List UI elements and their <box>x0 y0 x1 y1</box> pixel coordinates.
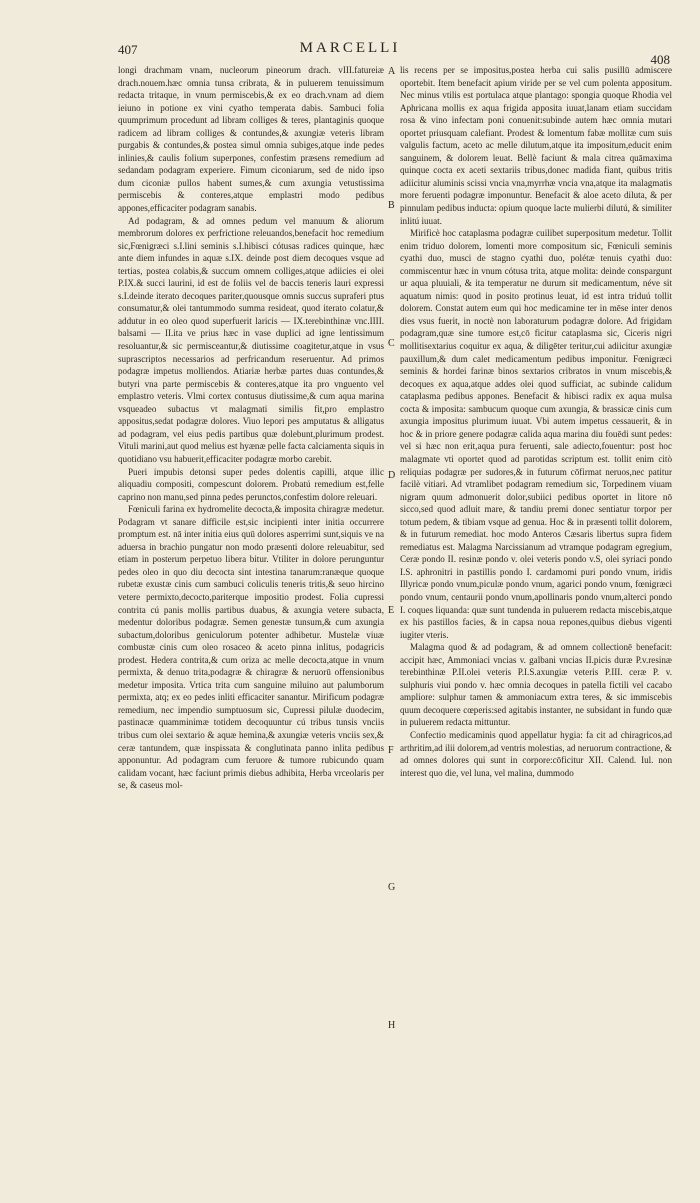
margin-letter: D <box>388 470 396 481</box>
column-gutter <box>392 62 393 1082</box>
margin-letter: G <box>388 882 396 893</box>
margin-letter: F <box>388 745 394 756</box>
left-page-number: 407 <box>118 42 138 57</box>
right-page-number: 408 <box>650 52 670 67</box>
paragraph: Malagma quod & ad podagram, & ad omnem collectionē benefacit: accipit hæc, Ammoniaci vncias v. galbani vncias II.picis duræ P.v.resinæ terebinthinæ P.II.olei veteris P.I.S.axungiæ veteris P.III. ceræ P. v. sulphuris viui pondo v. hæc omnia decoques in patella fictili vel cacabo ampliore: sulphur tamen & ammoniacum extra teres, & sic immiscebis quum decoquere cœperis:sed agitabis instanter, ne subsidant in fundo quæ in puluerem redacta mittuntur. <box>400 642 672 728</box>
right-text-column <box>400 64 672 779</box>
margin-letter: A <box>388 66 396 77</box>
paragraph: Confectio medicaminis quod appellatur hygia: fa cit ad chiragricos,ad arthritim,ad ilii dolorem,ad ventris molestias, ad neruorum contractione, & ad omnes dolores qui sunt in corpore:cōficitur XII. Calend. Iul. non interest quo die, vel luna, vel malina, dummodo <box>400 729 672 778</box>
margin-letter: H <box>388 1020 396 1031</box>
paragraph: Ad podagram, & ad omnes pedum vel manuum & aliorum membrorum dolores ex perfrictione releuandos,benefacit hoc remedium sic,Fœnigræci s.I.lini seminis s.I.hibisci cótusas radices quinque, hæc ante diem infundes in aquæ s.IX. deinde post diem decoques vsque ad tertias, postea colabis,& succum omnem colliges,atque adiicies ei olei P.IX.& succi laurini, id est de foliis vel de baccis teneris lauri expressi s.I.deinde iterato decoques pariter,quousque omnis succus supraferi ptus consumatur,& olei tantummodo summa resideat, quod iterato colatur,& addutur in eo oleo quod superfuerit laricis — IX.terebinthinæ vnc.IIII. balsami — II.ita ve prius hæc in vase duplici ad igne lentissimum resoluantur,& sic permisceantur,& diutissime coagitetur,atque in vsus suprascriptos necessarios ad perfricandum reseruentur. Ad primos podagræ impetus molliendos. Atiariæ herbæ partes duas contundes,& butyri vna parte permiscebis & conteres,atque ita pro vnguento vel emplastro veteris. Vlmi cortex contusus diutissime,& cum aqua marina vsqueadeo subactus vt malagmati similis fit,pro emplastro appositus,sedat podagræ dolores. Viuo lepori pes amputatus & alligatus ad podagram, vel eius pedis partibus quæ dolebunt,plurimum prodest. Vituli marini,aut quod melius est hyænæ pelle facta calciamenta siquis in quotidiano vsu habuerit,efficaciter podagræ morbo carebit. <box>118 215 384 464</box>
running-title: MARCELLI <box>299 40 401 56</box>
left-text-column <box>118 64 384 792</box>
paragraph: Pueri impubis detonsi super pedes dolentis capilli, atque illic aliquadiu compositi, compescunt dolorem. Probatú remedium est,felle caprino non manu,sed pinna pedes perunctos,confestim dolore releuari. <box>118 466 384 502</box>
paragraph: lis recens per se impositus,postea herba cui salis pusillū admiscere oportebit. Item benefacit apium viride per se vel cum polenta appositum. Nec minus vtilis est portulaca atque plantago: spongia quoque Rhodia vel Aphricana mollis ex aqua frigida apposita iuuat,lanam etiam succidam rosa & vino infectam poni conuenit:subinde autem hæc omnia mutari oportet priusquam calefiant. Prodest & lomentum fabæ mollitæ cum suis valgulis factum, aceto ac melle dilutum,atque ita impositum,educit enim sanguinem, & dolorem leuat. Bellè faciunt & mala citrea quāmaxima quinque cocta ex aceti sextariis tribus,donec madida fiant, quibus tritis adiicitur aluminis scissi vncia vna,myrrhæ vncia vna,atque ita malagmatis more feruenti podagræ imponuntur. Benefacit & aloe aceto diluta, & per pinnulam pedibus inducta: opium quoque lacte mulierbi dilutú, & similiter inlitú iuuat. <box>400 65 672 226</box>
paragraph: longi drachmam vnam, nucleorum pineorum drach. vIII.fatureiæ drach.nouem.hæc omnia tunsa cribrata, & in puluerem tenuissimum redacta tritaque, in vnum permiscebis,& ex eo drach.vnam ad diem ieiuno in potione ex vini cyatho temperata dabis. Sambuci folia quumprimum procedunt ad libram colliges & teres, plantaginis quoque radicem ad libram colliges & contundes,& axungiæ veteris libram purgabis & contundes,& postea simul omnia subiges,atque inde pedes inlinies,& caulis folium superpones, confestim præsens remedium ad sedandam podagram experiere. Fimum ciconiarum, sed de nido ipso dum ciconiæ pullos habent sumes,& cum axungia vetustissima permiscebis & conteres,atque emplastri modo pedibus appones,efficaciter podagram sanabis. <box>118 65 384 214</box>
margin-letter: B <box>388 200 395 211</box>
margin-letter: C <box>388 338 395 349</box>
paragraph: Mirificè hoc cataplasma podagræ cuilibet superpositum medetur. Tollit enim triduo dolorem, lomenti more compositum sic, Fœniculi seminis cyathi duo, musci de stagno cyathi duo, polétæ tenuis cyathi duo: commiscentur hæc in vnum cótusa trita, atque molita: deinde conspargunt ur aqua pluuiali, & ita temperatur ne durum sit medicamentum, néve sit aquatum nimis: quod in posito protinus leuat, id est intra triduú tollit dolorem. Constat autem eum qui hoc medicamine ter in mēse inter denos dies vsus fuerit, in noctè non laboraturum podagræ dolore. Ad frigidam podagram,quæ sine tumore est,cō ficitur cataplasma sic, Ciceris nigri mollitisextarius coquitur ex aqua, & diligēter teritur,cui adiicitur axungiæ pauxillum,& dum calet medicamentum pedibus imponitur. Fœnigræci seminis & hordei farinæ binos sextarios cribratos in vnum miscebis,& decoques ex aqua,atque addes olei quod sufficiat, ac subinde calidum cataplasma pedibus appones. Benefacit & hibisci radix ex aqua mulsa cocta & imposita: sambucum quoque cum axungia, & brassicæ cinis cum axungia impositus plurimum iuuat. Vbi autem impetus cessauerit, & in hoc & in priore genere podagræ calida aqua marina diu fouēdi sunt pedes: vel si hæc non erit,aqua pura feruenti, sale adiecto,fouentur: post hoc malagmate vti oportet quod ad parotidas scriptum est. tollit enim citò reliquias podagræ per sudores,& in futurum cōfirmat neruos,nec patitur facilè vitiari. Ad vtramlibet podagram remedium sic, Torpedinem viuam nigram quum admonuerit dolor,subiici pedibus oportet in litore nō sicco,sed quod adluit mare, & tandiu premi donec sentiatur torpor per totum pedem, & tibiam vsque ad genua. Hoc & in præsenti tollit dolorem, & in futurum remediat. hoc modo Anteros Cæsaris libertus supra fidem remediatus est. Malagma Narcissianum ad vtramque podagram egregium, Ceræ pondo II. resinæ pondo v. olei veteris pondo v.S, olei syriaci pondo I.S. aphronitri in pastillis pondo I. cardamomi puri pondo vnum, iridis Illyricæ pondo vnum,piculæ pondo vnum, agarici pondo vnum, fœnigræci pondo vnum, centaurii pondo vnum,apollinaris pondo vnum,alterci pondo I. coques liquanda: quæ sunt tundenda in puluerem redacta miscebis,atque ex his pastillos facies, & in capsa noua repones,quibus diebus vigenti iugiter vteris. <box>400 228 672 640</box>
margin-letter: E <box>388 605 395 616</box>
paragraph: Fœniculi farina ex hydromelite decocta,& imposita chiragræ medetur. Podagram vt sanare difficile est,sic incipienti inter initia occurrere promptum est. nā inter initia eius quū dolores asperrimi sunt,siquis ve na aduersa in brachio pungatur non modo præsenti dolore releuabitur, sed etiam in posterum perpetuo libera bitur. Vtiliter in dolore perunguntur pedes oleo in quo diu decocta sint intestina tanarum:ranæque quoque rubetæ exustæ cinis cum sambuci coliculis teneris tritis,& seuo hircino vetere permixto,decocto,pariterque impositio prodest. Folia cupressi contrita cú panis mollis partibus duabus, & axungia vetere subacta, medentur doloribus podagræ. Semen genestæ tunsum,& cum axungia subactum,doloribus geniculorum potenter adhibetur. Mustelæ viuæ combustæ cinis cum oleo rosaceo & aceto pinna inlitus, podagricis prodest. Hedera contrita,& cum oriza ac melle decocta,atque in vnum permixta, & denuo trita,podagræ & chiragræ & neruorū offensionibus medetur imposita. Vrtica trita cum sanguine miluino aut palumborum permixta, atq; ex eo pedes inliti efficaciter sanantur. Mirificum podagræ remedium, nec impendio sumptuosum sic, Cupressi pilulæ duodecim, pastinacæ quamminimæ totidem decoquuntur cú tribus tunsis vnciis tribus cum olei sextario & aquæ hemina,& axungiæ veteris vnciis sex,& ceræ tantundem, quæ inspissata & conglutinata panno inlita pedibus apponuntur. Ad podagram cum feruore & tumore rubicundo quam calidam vocant, hæc faciunt primis diebus adhibita, Herba vrceolaris per se, & caseus mol- <box>118 504 384 791</box>
